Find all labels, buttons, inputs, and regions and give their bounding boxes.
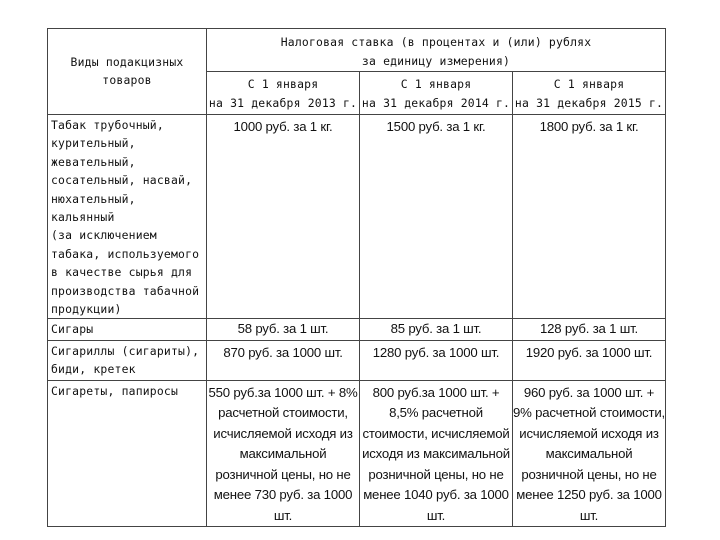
rate-cell: 1000 руб. за 1 кг. xyxy=(207,115,360,319)
period-header-2014: С 1 января на 31 декабря 2014 г. xyxy=(360,72,513,115)
table-row xyxy=(48,380,666,527)
rate-cell: 85 руб. за 1 шт. xyxy=(360,319,513,341)
product-cell: Сигариллы (сигариты), биди, кретек xyxy=(48,340,207,380)
excise-tax-table xyxy=(47,28,666,527)
rate-cell: 1500 руб. за 1 кг. xyxy=(360,115,513,319)
rate-cell: 1920 руб. за 1000 шт. xyxy=(513,340,666,380)
rate-cell: 58 руб. за 1 шт. xyxy=(207,319,360,341)
rate-cell: 1800 руб. за 1 кг. xyxy=(513,115,666,319)
product-cell: Сигары xyxy=(48,319,207,341)
rate-cell: 800 руб.за 1000 шт. + 8,5% расчетной стоимости, исчисляемой исходя из максимальной розничной цены, но не менее 1040 руб. за 1000 шт. xyxy=(360,380,513,527)
rate-cell: 550 руб.за 1000 шт. + 8% расчетной стоимости, исчисляемой исходя из максимальной розничной цены, но не менее 730 руб. за 1000 шт. xyxy=(207,380,360,527)
table-row xyxy=(48,319,666,341)
table-row xyxy=(48,340,666,380)
product-types-header: Виды подакцизных товаров xyxy=(48,29,207,115)
period-header-2013: С 1 января на 31 декабря 2013 г. xyxy=(207,72,360,115)
rate-cell: 960 руб. за 1000 шт. + 9% расчетной стоимости, исчисляемой исходя из максимальной розничной цены, но не менее 1250 руб. за 1000 шт. xyxy=(513,380,666,527)
header-row-top xyxy=(48,29,666,72)
rate-cell: 128 руб. за 1 шт. xyxy=(513,319,666,341)
period-header-2015: С 1 января на 31 декабря 2015 г. xyxy=(513,72,666,115)
rate-cell: 1280 руб. за 1000 шт. xyxy=(360,340,513,380)
rate-cell: 870 руб. за 1000 шт. xyxy=(207,340,360,380)
product-cell: Сигареты, папиросы xyxy=(48,380,207,527)
tax-rate-header: Налоговая ставка (в процентах и (или) рублях за единицу измерения) xyxy=(207,29,666,72)
table-row xyxy=(48,115,666,319)
product-cell: Табак трубочный, курительный, жевательный, сосательный, насвай, нюхательный, кальянный (за исключением табака, используемого в качестве сырья для производства табачной продукции) xyxy=(48,115,207,319)
